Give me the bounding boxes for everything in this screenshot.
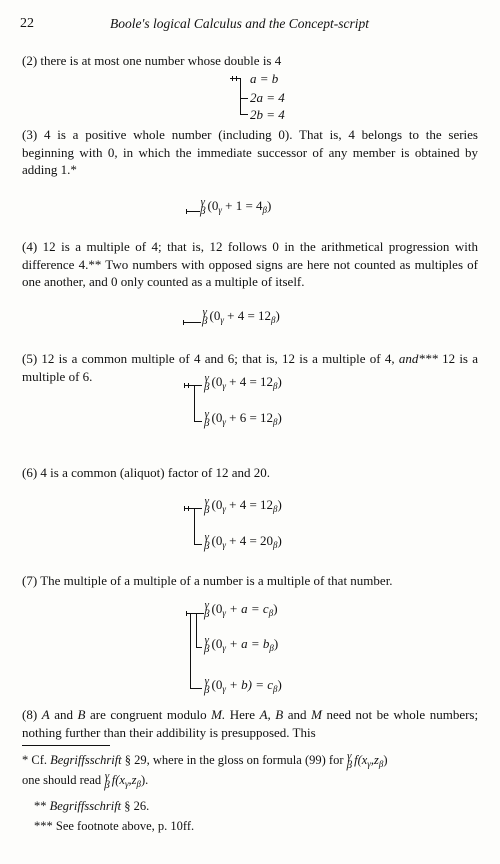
- item-3: (3) 4 is a positive whole number (including 0). That is, 4 belongs to the series beginning with 0, in which the immediate successor of any member is obtained by adding 1.*: [22, 127, 478, 177]
- footnote-3: *** See footnote above, p. 10ff.: [34, 819, 195, 833]
- footnote-rule: [22, 745, 110, 746]
- footnote-1-cont: one should read γ β $f(x_\gamma,z_\beta)$.: [22, 770, 149, 792]
- item-8: (8) A and B are congruent modulo M. Here A, B and M need not be whole numbers; nothing further than their addibility is presupposed. This: [22, 707, 479, 740]
- book-page: 22 Boole's logical Calculus and the Concept-script (2) there is at most one number whose double is 4 a = b 2a = 4 2b = 4 (3) 4 is a positive whole number (including 0). That is, 4 belongs to the series beginning with 0, in which the immediate successor of any member is obtained by adding 1.* γ β $(0_\gamma + 1 = 4_\beta)$ (4) 12 is a multiple of 4; that is, 12 follows 0 in the arithmetical progression with difference 4.** Two numbers with opposed signs are here not counted as multiples of one another, and 0 only counted as a multiple of itself. γ β $(0_\gamma + 4 = 12_\beta)$ (5) 12 is a common multiple of 4 and 6; that is, 12 is a multiple of 4, and*** 12 is a multiple of 6. γ β $(0_\gamma + 4 = 12_\beta)$ γ β $(0_\gamma + 6 = 12_\beta)$ (6) 4 is a common (aliquot) factor of 12 and 20. γ β $(0_\gamma + 4 = 12_\beta)$ γ β $(0_\gamma + 4 = 20_\beta)$ (7) The multiple of a multiple of a number is a multiple of that number. γ β $(0_\gamma + a = c_\beta)$ γ β $(0_\gamma + a = b_\beta)$ γ β $(0_\gamma + b) = c_\beta$) (8) A and B are congruent modulo M. Here A, B and M need not be whole numbers; nothing further than their addibility is presupposed. This * Cf. Begriffsschrift § 29, where in the gloss on formula (99) for γ β $f(x_\gamma,z_\beta)$ one should read γ β $f(x_\gamma,z_\beta)$. ** Begriffsschrift § 26. *** See footnote above, p. 10ff.: [20, 16, 479, 833]
- footnote-1: * Cf. Begriffsschrift § 29, where in the gloss on formula (99) for γ β $f(x_\gamma,z_\beta)$: [22, 750, 388, 772]
- item-5: (5) 12 is a common multiple of 4 and 6; that is, 12 is a multiple of 4, and*** 12 is a multiple of 6.: [22, 351, 479, 384]
- page-number: 22: [20, 16, 34, 31]
- item-4: (4) 12 is a multiple of 4; that is, 12 follows 0 in the arithmetical progression with difference 4.** Two numbers with opposed signs are here not counted as multiples of one another, and 0 only counted as a multiple of itself.: [22, 239, 478, 289]
- item-7: (7) The multiple of a multiple of a number is a multiple of that number.: [22, 573, 393, 588]
- item-6: (6) 4 is a common (aliquot) factor of 12 and 20.: [22, 465, 271, 480]
- running-head: Boole's logical Calculus and the Concept-script: [110, 16, 369, 31]
- footnote-2: ** Begriffsschrift § 26.: [34, 799, 150, 813]
- item-2: (2) there is at most one number whose double is 4: [22, 53, 282, 68]
